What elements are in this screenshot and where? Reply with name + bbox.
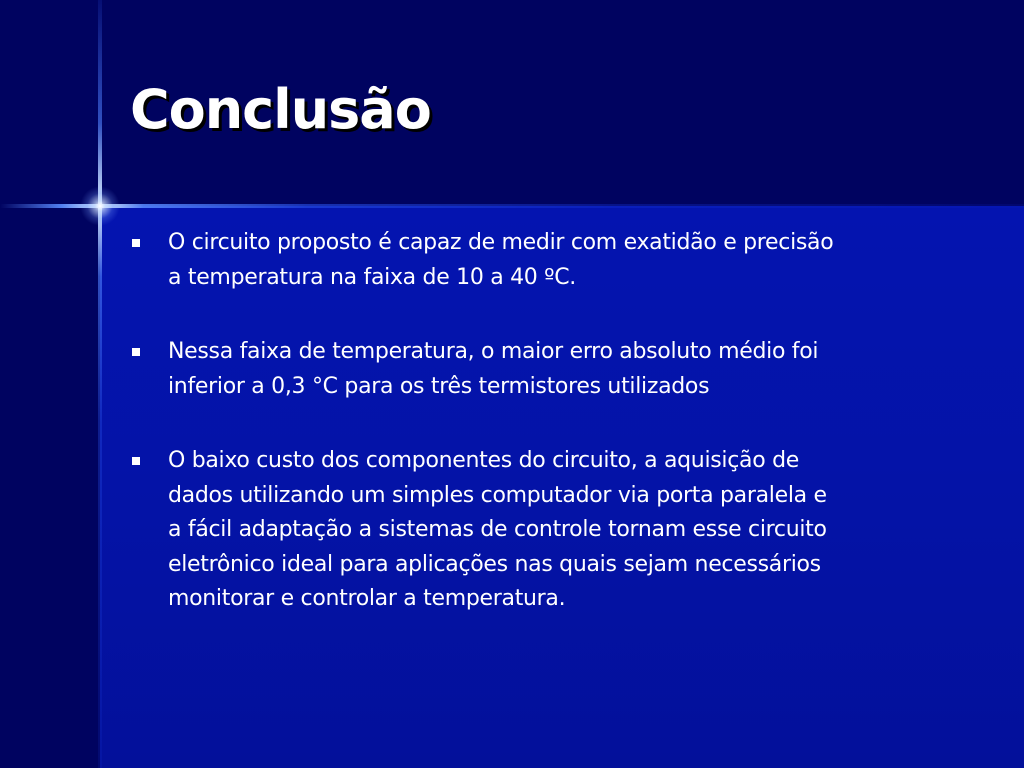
bullet-item — [128, 335, 958, 404]
vertical-accent-line — [98, 0, 102, 768]
bullet-item — [128, 226, 958, 295]
slide-title: Conclusão — [130, 78, 431, 141]
bullet-line: a fácil adaptação a sistemas de controle tornam esse circuito — [168, 517, 827, 542]
bullet-line: O baixo custo dos componentes do circuito, a aquisição de — [168, 448, 799, 473]
bullet-line: Nessa faixa de temperatura, o maior erro absoluto médio foi — [168, 339, 819, 364]
star-sparkle-icon — [80, 186, 120, 226]
bullet-list — [128, 226, 958, 657]
bullet-line: O circuito proposto é capaz de medir com exatidão e precisão — [168, 230, 834, 255]
bullet-line: eletrônico ideal para aplicações nas quais sejam necessários — [168, 551, 821, 577]
horizontal-accent-line — [0, 204, 1024, 208]
square-bullet-icon — [132, 239, 140, 247]
bullet-item — [128, 444, 958, 617]
square-bullet-icon — [132, 348, 140, 356]
bullet-line: a temperatura na faixa de 10 a 40 ºC. — [168, 264, 576, 290]
bullet-line: inferior a 0,3 °C para os três termistores utilizados — [168, 373, 710, 399]
square-bullet-icon — [132, 457, 140, 465]
bullet-line: monitorar e controlar a temperatura. — [168, 586, 566, 611]
left-band — [0, 206, 100, 768]
bullet-line: dados utilizando um simples computador via porta paralela e — [168, 482, 827, 508]
